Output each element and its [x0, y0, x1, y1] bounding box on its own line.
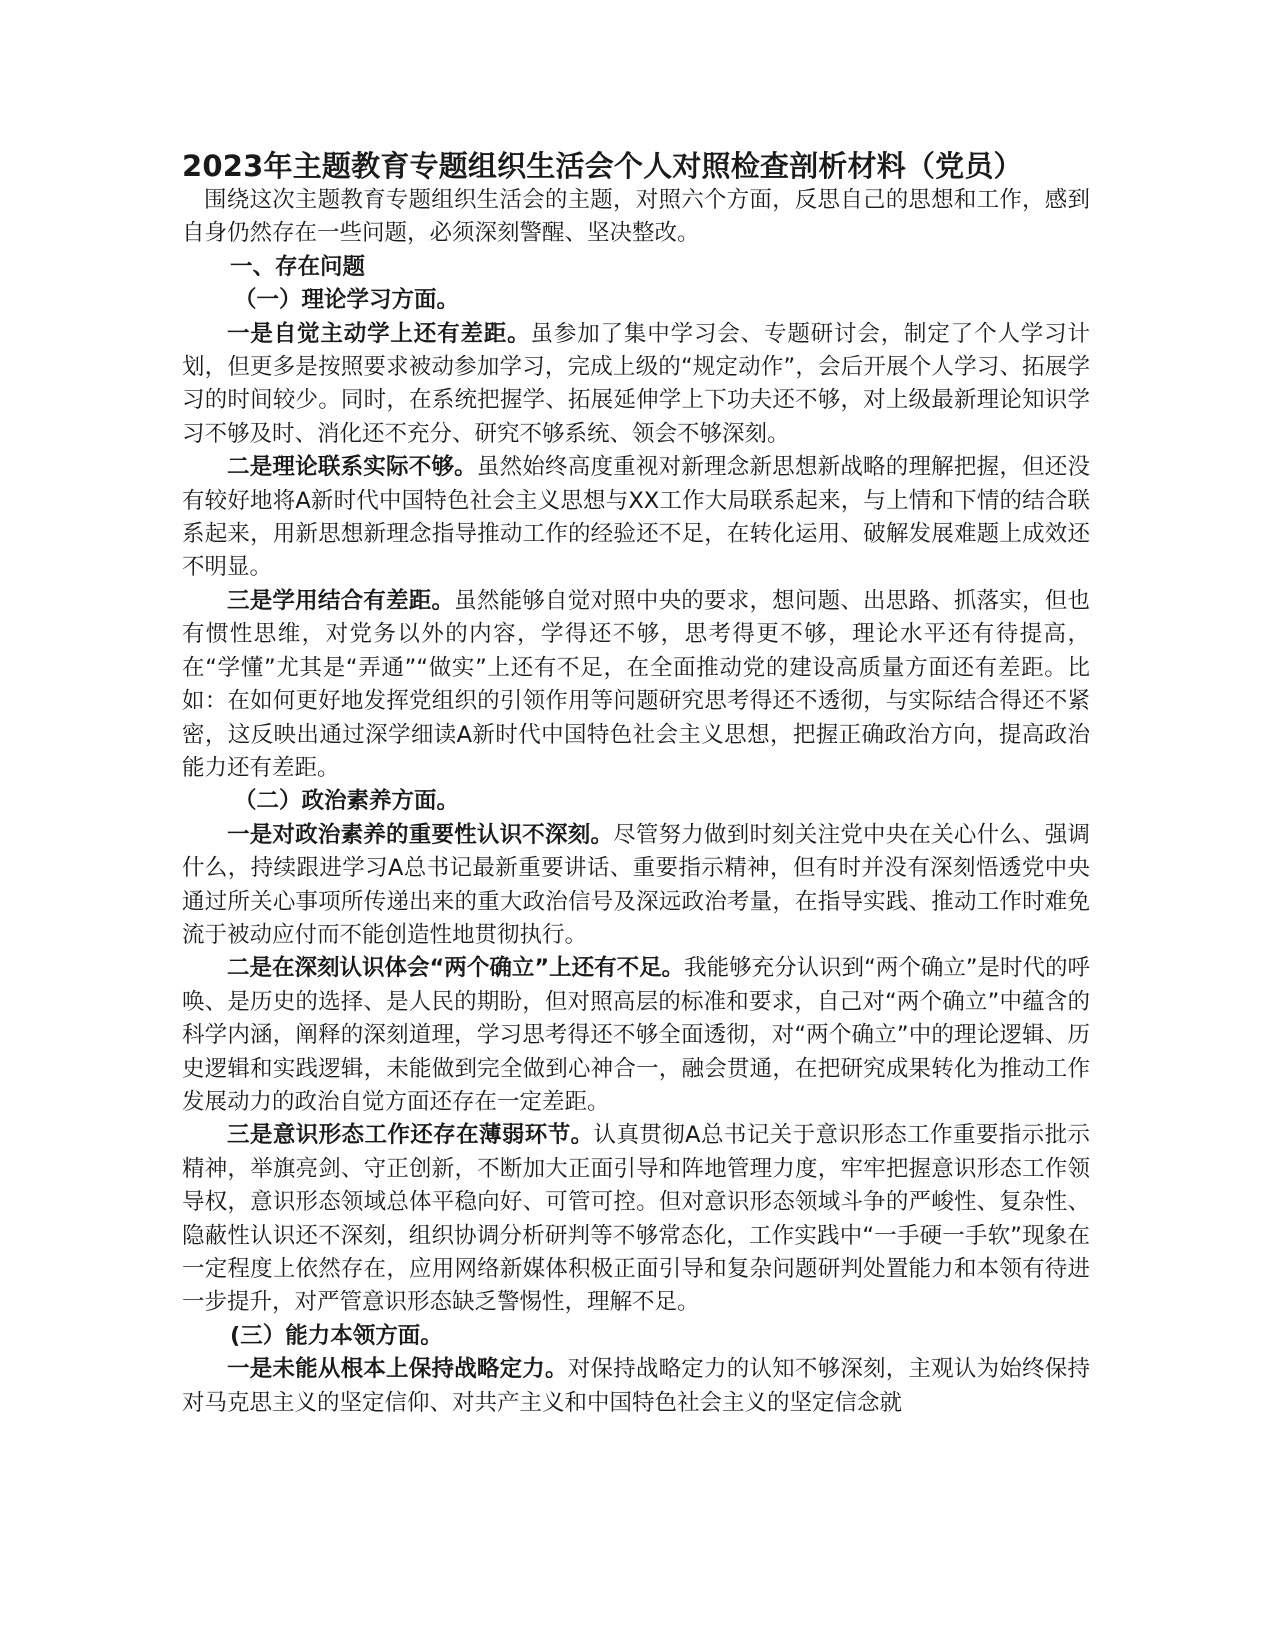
paragraph-lead: 三是学用结合有差距。	[227, 587, 455, 614]
paragraph-political-2	[182, 952, 1090, 1119]
paragraph-body: 虽然能够自觉对照中央的要求，想问题、出思路、抓落实，但也有惯性思维，对党务以外的内容，学得还不够，思考得更不够，理论水平还有待提高，在“学懂”尤其是“弄通”“做实”上还有不足，在全面推动党的建设高质量方面还有差距。比如：在如何更好地发挥党组织的引领作用等问题研究思考得还不透彻，与实际结合得还不紧密，这反映出通过深学细读A新时代中国特色社会主义思想，把握正确政治方向，提高政治能力还有差距。	[182, 587, 1090, 781]
document-page	[182, 148, 1090, 1420]
subsection-heading-theory-study: （一）理论学习方面。	[234, 287, 460, 314]
subsection-heading-ability: (三）能力本领方面。	[230, 1322, 443, 1349]
paragraph-political-3	[182, 1119, 1090, 1319]
paragraph-theory-1	[182, 318, 1090, 452]
intro-paragraph: 围绕这次主题教育专题组织生活会的主题，对照六个方面，反思自己的思想和工作，感到自身仍然存在一些问题，必须深刻警醒、坚决整改。	[182, 187, 1090, 247]
section-heading-problems: 一、存在问题	[230, 253, 366, 280]
paragraph-theory-2	[182, 451, 1090, 585]
paragraph-political-1	[182, 819, 1090, 953]
paragraph-theory-3	[182, 585, 1090, 785]
subsection-heading-political-literacy: （二）政治素养方面。	[234, 788, 460, 815]
paragraph-lead: 一是未能从根本上保持战略定力。	[227, 1356, 568, 1383]
paragraph-lead: 二是在深刻认识体会“两个确立”上还有不足。	[227, 955, 685, 982]
document-title: 2023年主题教育专题组织生活会个人对照检查剖析材料（党员）	[182, 149, 1023, 183]
paragraph-body: 认真贯彻A总书记关于意识形态工作重要指示批示精神，举旗亮剑、守正创新，不断加大正面引导和阵地管理力度，牢牢把握意识形态工作领导权，意识形态领域总体平稳向好、可管可控。但对意识形态领域斗争的严峻性、复杂性、隐蔽性认识还不深刻，组织协调分析研判等不够常态化，工作实践中“一手硬一手软”现象在一定程度上依然存在，应用网络新媒体积极正面引导和复杂问题研判处置能力和本领有待进一步提升，对严管意识形态缺乏警惕性，理解不足。	[182, 1122, 1090, 1316]
paragraph-body: 对保持战略定力的认知不够深刻，主观认为始终保持对马克思主义的坚定信仰、对共产主义和中国特色社会主义的坚定信念就	[182, 1356, 1090, 1416]
paragraph-body: 虽参加了集中学习会、专题研讨会，制定了个人学习计划，但更多是按照要求被动参加学习，完成上级的“规定动作”，会后开展个人学习、拓展学习的时间较少。同时，在系统把握学、拓展延伸学上下功夫还不够，对上级最新理论知识学习不够及时、消化还不充分、研究不够系统、领会不够深刻。	[182, 320, 1090, 447]
paragraph-lead: 一是自觉主动学上还有差距。	[227, 320, 531, 347]
paragraph-body: 尽管努力做到时刻关注党中央在关心什么、强调什么，持续跟进学习A总书记最新重要讲话、重要指示精神，但有时并没有深刻悟透党中央通过所关心事项所传递出来的重大政治信号及深远政治考量，在指导实践、推动工作时难免流于被动应付而不能创造性地贯彻执行。	[182, 821, 1090, 948]
paragraph-body: 虽然始终高度重视对新理念新思想新战略的理解把握，但还没有较好地将A新时代中国特色社会主义思想与XX工作大局联系起来，与上情和下情的结合联系起来，用新思想新理念指导推动工作的经验还不足，在转化运用、破解发展难题上成效还不明显。	[182, 454, 1090, 581]
paragraph-lead: 一是对政治素养的重要性认识不深刻。	[227, 821, 614, 848]
paragraph-ability-1	[182, 1353, 1090, 1420]
paragraph-lead: 二是理论联系实际不够。	[227, 454, 477, 481]
paragraph-body: 我能够充分认识到“两个确立”是时代的呼唤、是历史的选择、是人民的期盼，但对照高层的标准和要求，自己对“两个确立”中蕴含的科学内涵，阐释的深刻道理，学习思考得还不够全面透彻，对“两个确立”中的理论逻辑、历史逻辑和实践逻辑，未能做到完全做到心神合一，融会贯通，在把研究成果转化为推动工作发展动力的政治自觉方面还存在一定差距。	[182, 955, 1090, 1115]
paragraph-lead: 三是意识形态工作还存在薄弱环节。	[227, 1122, 594, 1149]
